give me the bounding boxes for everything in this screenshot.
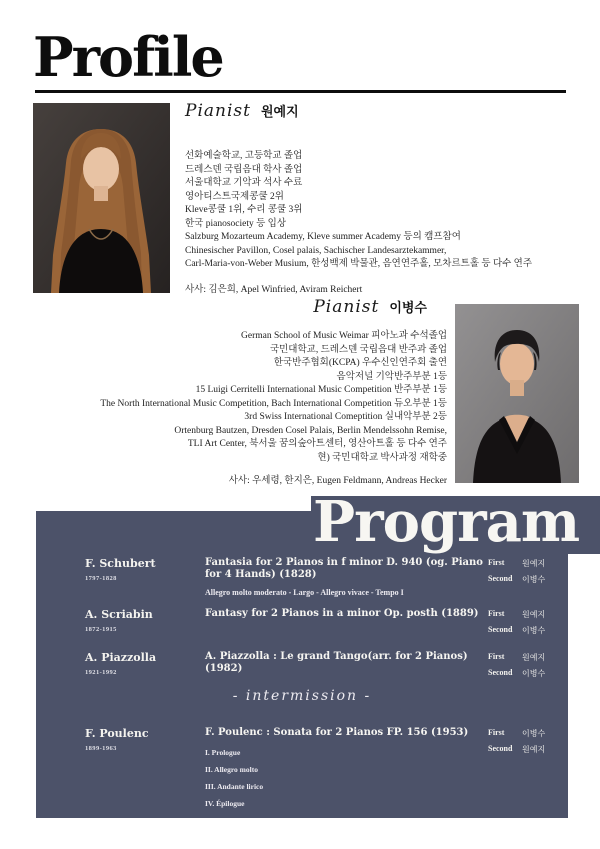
movement-list: [205, 748, 485, 808]
pianist-1-bio: [185, 150, 532, 272]
composer-name: F. Schubert: [85, 557, 156, 570]
pianist-2-bio: [30, 330, 447, 465]
cast-first: [488, 728, 545, 739]
piece-column: [205, 557, 485, 597]
composer-dates: 1797-1828: [85, 575, 117, 582]
bio-line: Ortenburg Bautzen, Dresden Cosel Palais, Berlin Mendelssohn Remise,: [174, 425, 447, 436]
bio-line: TLI Art Center, 북서울 꿈의숲아트센터, 영산아트홀 등 다수 연주: [187, 439, 447, 449]
cast-first: [488, 652, 545, 663]
bio-line: Chinesischer Pavillon, Cosel palais, Sachischer Landesarztekammer,: [185, 245, 447, 256]
second-label: Second: [488, 744, 513, 753]
cast-first: [488, 558, 545, 569]
pianist-1-teachers: 사사: 김은희, Apel Winfried, Aviram Reichert: [185, 285, 363, 295]
first-label: First: [488, 652, 505, 661]
piece-movements-line: Allegro molto moderato - Largo - Allegro vivace - Tempo I: [205, 588, 404, 597]
composer-column: [85, 608, 203, 633]
piece-column: [205, 608, 485, 620]
pianist-2-label: [313, 297, 427, 317]
first-label: First: [488, 558, 505, 567]
bio-line: 현) 국민대학교 박사과정 재학중: [317, 452, 447, 463]
cast-column: [488, 728, 545, 760]
second-pianist: 이병수: [522, 626, 546, 635]
first-pianist: 원예지: [522, 653, 546, 662]
bio-line: Salzburg Mozarteum Academy, Kleve summer Academy 등의 캠프참여: [185, 232, 461, 242]
bio-line: 서울대학교 기악과 석사 수료: [185, 178, 303, 188]
bio-line: 드레스덴 국립음대 학사 졸업: [185, 164, 303, 175]
piece-column: [205, 651, 485, 675]
first-label: First: [488, 609, 505, 618]
intermission-label: - intermission -: [232, 688, 372, 704]
bio-line: 선화예술학교, 고등학교 졸업: [185, 151, 303, 161]
bio-line: 국민대학교, 드레스덴 국립음대 반주과 졸업: [269, 344, 447, 355]
first-pianist: 이병수: [522, 729, 546, 738]
cast-column: [488, 609, 545, 641]
woman-portrait-illustration: [33, 103, 170, 293]
pianist-1-photo: [33, 103, 170, 293]
pianist-1-name: 원예지: [260, 104, 299, 119]
composer-dates: 1921-1992: [85, 669, 117, 676]
bio-line: 영아티스트국제콩쿨 2위: [185, 191, 284, 202]
man-portrait-illustration: [455, 304, 579, 483]
second-pianist: 이병수: [522, 669, 546, 678]
first-pianist: 원예지: [522, 610, 546, 619]
movement-item: II. Allegro molto: [205, 765, 258, 774]
pianist-1-role: Pianist: [185, 101, 251, 121]
bio-line: 한국반주협회(KCPA) 우수신인연주회 출연: [273, 358, 447, 368]
bio-line: 15 Luigi Cerritelli International Music Competition 반주부분 1등: [195, 385, 447, 395]
profile-section-title: Profile: [33, 25, 223, 89]
composer-dates: 1872-1915: [85, 626, 117, 633]
program-section-title: Program: [313, 489, 580, 555]
pianist-2-role: Pianist: [313, 297, 380, 317]
second-pianist: 이병수: [522, 575, 546, 584]
bio-line: German School of Music Weimar 피아노과 수석졸업: [241, 331, 447, 341]
cast-second: [488, 744, 545, 755]
composer-name: A. Piazzolla: [85, 651, 157, 664]
cast-second: [488, 574, 545, 585]
piece-column: [205, 727, 485, 816]
first-label: First: [488, 728, 505, 737]
bio-line: 한국 pianosociety 등 입상: [185, 218, 287, 229]
second-label: Second: [488, 574, 513, 583]
bio-line: 3rd Swiss International Comeptition 실내악부분 2등: [244, 412, 447, 422]
bio-line: 음악저널 기악반주부분 1등: [336, 371, 447, 382]
piece-title: A. Piazzolla : Le grand Tango(arr. for 2 Pianos) (1982): [205, 651, 468, 674]
bio-line: The North International Music Competition, Bach International Competition 듀오부분 1등: [100, 398, 447, 409]
second-label: Second: [488, 625, 513, 634]
bio-line: Carl-Maria-von-Weber Musium, 한성백제 박물관, 음연연주홀, 모차르트홀 등 다수 연주: [185, 259, 533, 269]
composer-column: [85, 557, 203, 582]
pianist-2-name: 이병수: [389, 300, 427, 315]
movement-item: I. Prologue: [205, 748, 241, 757]
cast-column: [488, 558, 545, 590]
composer-column: [85, 651, 203, 676]
pianist-1-label: [185, 101, 299, 121]
composer-name: F. Poulenc: [85, 727, 149, 740]
program-panel: [36, 511, 568, 818]
pianist-2-teachers: 사사: 우세령, 한지은, Eugen Feldmann, Andreas Hecker: [228, 476, 447, 486]
composer-name: A. Scriabin: [85, 608, 153, 621]
second-pianist: 원예지: [522, 745, 546, 754]
bio-line: Kleve콩쿨 1위, 수리 콩쿨 3위: [185, 205, 303, 215]
piece-title: Fantasy for 2 Pianos in a minor Op. posth (1889): [205, 608, 479, 619]
cast-column: [488, 652, 545, 684]
movement-item: III. Andante lirico: [205, 782, 264, 791]
second-label: Second: [488, 668, 513, 677]
cast-first: [488, 609, 545, 620]
header-underline: [35, 90, 566, 93]
movement-item: IV. Épilogue: [205, 799, 245, 808]
first-pianist: 원예지: [522, 559, 546, 568]
piece-title: F. Poulenc : Sonata for 2 Pianos FP. 156 (1953): [205, 727, 469, 738]
cast-second: [488, 668, 545, 679]
composer-dates: 1899-1963: [85, 745, 117, 752]
piece-title: Fantasia for 2 Pianos in f minor D. 940 (og. Piano for 4 Hands) (1828): [205, 557, 483, 580]
cast-second: [488, 625, 545, 636]
pianist-2-photo: [455, 304, 579, 483]
composer-column: [85, 727, 203, 752]
